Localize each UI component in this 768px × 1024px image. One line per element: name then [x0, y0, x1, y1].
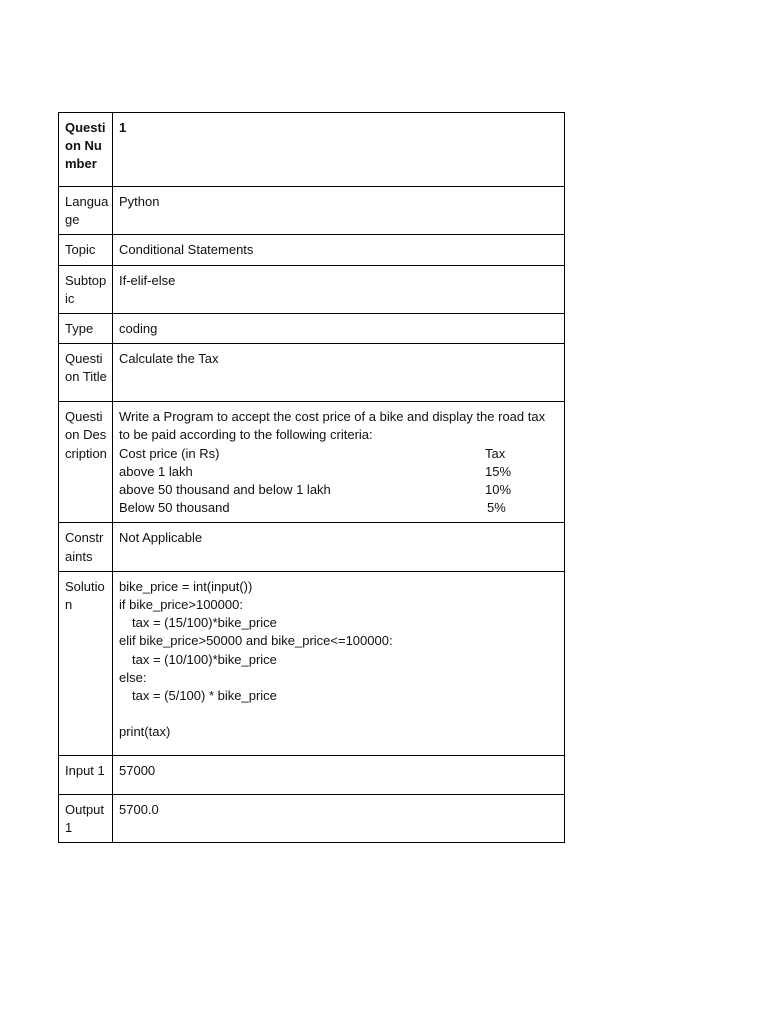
criteria-header-condition: Cost price (in Rs): [119, 445, 220, 461]
code-line: bike_price = int(input()): [119, 578, 253, 594]
code-line: elif bike_price>50000 and bike_price<=100000:: [119, 633, 393, 649]
label-output-1: Output 1: [59, 794, 113, 842]
value-input-1: 57000: [113, 755, 565, 794]
row-solution: [59, 571, 565, 755]
value-solution: [113, 571, 565, 755]
label-input-1: Input 1: [59, 755, 113, 794]
criteria-row: [119, 463, 559, 481]
code-line: tax = (10/100)*bike_price: [132, 651, 277, 667]
value-language: Python: [113, 187, 565, 235]
row-type: [59, 314, 565, 344]
label-question-number: Question Number: [59, 113, 113, 187]
code-line: if bike_price>100000:: [119, 597, 243, 613]
label-question-title: Question Title: [59, 344, 113, 402]
row-question-title: [59, 344, 565, 402]
value-output-1: 5700.0: [113, 794, 565, 842]
code-line: else:: [119, 669, 147, 685]
criteria-tax: 10%: [485, 482, 512, 498]
code-line: tax = (15/100)*bike_price: [132, 615, 277, 631]
criteria-tax: 15%: [485, 463, 512, 479]
value-subtopic: If-elif-else: [113, 265, 565, 313]
description-text: Write a Program to accept the cost price of a bike and display the road tax to be paid according to the following criteria:: [119, 409, 546, 443]
criteria-row: [119, 481, 559, 499]
value-question-description: [113, 402, 565, 523]
row-constraints: [59, 523, 565, 571]
criteria-header-row: [119, 445, 559, 463]
label-question-description: Question Description: [59, 402, 113, 523]
row-question-description: [59, 402, 565, 523]
row-subtopic: [59, 265, 565, 313]
criteria-tax: 5%: [487, 500, 506, 516]
criteria-header-tax: Tax: [485, 445, 506, 461]
code-line: print(tax): [119, 724, 171, 740]
criteria-condition: above 1 lakh: [119, 463, 193, 479]
label-type: Type: [59, 314, 113, 344]
row-language: [59, 187, 565, 235]
criteria-row: [119, 499, 559, 517]
criteria-condition: Below 50 thousand: [119, 500, 230, 516]
value-type: coding: [113, 314, 565, 344]
row-question-number: [59, 113, 565, 187]
label-subtopic: Subtopic: [59, 265, 113, 313]
code-line: tax = (5/100) * bike_price: [132, 688, 277, 704]
label-solution: Solution: [59, 571, 113, 755]
value-topic: Conditional Statements: [113, 235, 565, 265]
row-output-1: [59, 794, 565, 842]
label-topic: Topic: [59, 235, 113, 265]
value-question-number: 1: [113, 113, 565, 187]
tax-criteria-table: [119, 445, 559, 518]
code-line-blank: [119, 705, 559, 723]
row-input-1: [59, 755, 565, 794]
label-language: Language: [59, 187, 113, 235]
value-question-title: Calculate the Tax: [113, 344, 565, 402]
label-constraints: Constraints: [59, 523, 113, 571]
criteria-condition: above 50 thousand and below 1 lakh: [119, 482, 331, 498]
row-topic: [59, 235, 565, 265]
value-constraints: Not Applicable: [113, 523, 565, 571]
question-table: [58, 112, 565, 843]
